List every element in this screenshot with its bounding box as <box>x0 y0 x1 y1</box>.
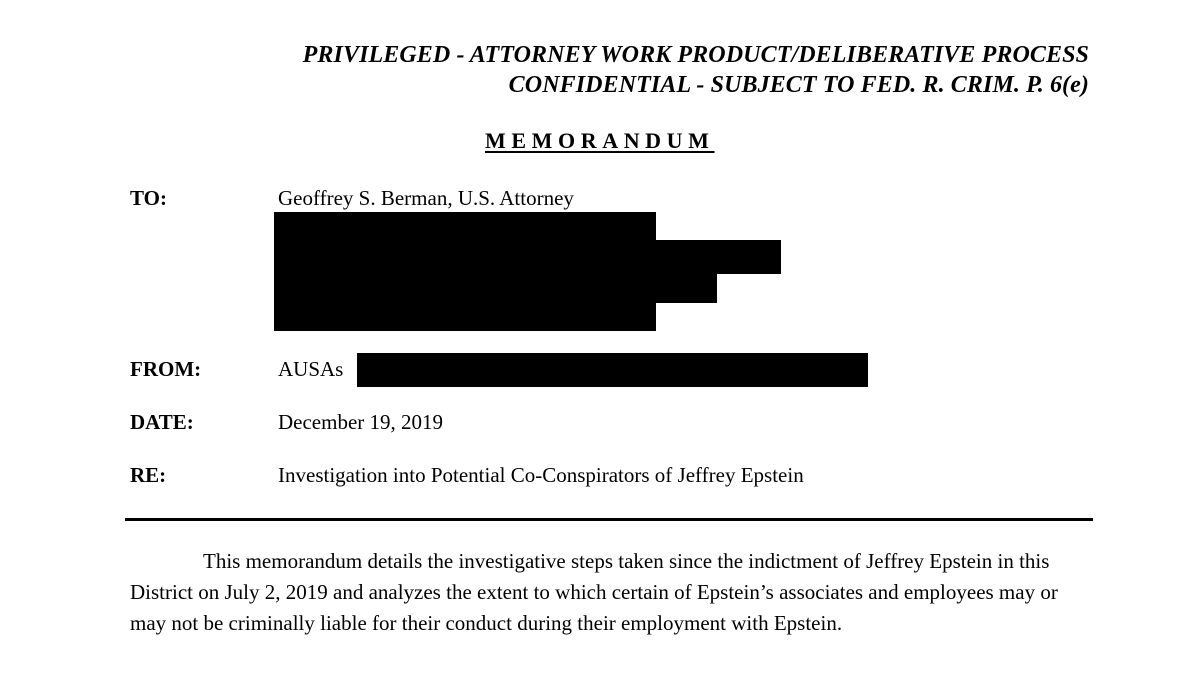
body-paragraph: This memorandum details the investigative steps taken since the indictment of Jeffrey Epstein in this District on July 2, 2019 and analyzes the extent to which certain of Epstein’s associates and employees may or may not be criminally liable for their conduct during their employment with Epstein. <box>130 549 1058 635</box>
memorandum-title: MEMORANDUM <box>485 128 715 153</box>
memo-date: December 19, 2019 <box>278 410 444 434</box>
from-sender: AUSAs <box>278 357 344 381</box>
redaction-block <box>655 273 717 303</box>
date-label: DATE: <box>130 410 194 434</box>
redaction-block <box>274 212 656 331</box>
to-recipient: Geoffrey S. Berman, U.S. Attorney <box>278 186 574 210</box>
redaction-block <box>357 353 868 387</box>
redaction-block <box>655 240 781 274</box>
privilege-header-line-2: CONFIDENTIAL - SUBJECT TO FED. R. CRIM. P. 6(e) <box>508 72 1089 98</box>
privilege-header-line-1: PRIVILEGED - ATTORNEY WORK PRODUCT/DELIBERATIVE PROCESS <box>302 42 1089 68</box>
re-label: RE: <box>130 463 167 487</box>
memo-subject: Investigation into Potential Co-Conspirators of Jeffrey Epstein <box>278 463 804 487</box>
from-label: FROM: <box>130 357 202 381</box>
to-label: TO: <box>130 186 167 210</box>
header-divider <box>125 518 1093 521</box>
